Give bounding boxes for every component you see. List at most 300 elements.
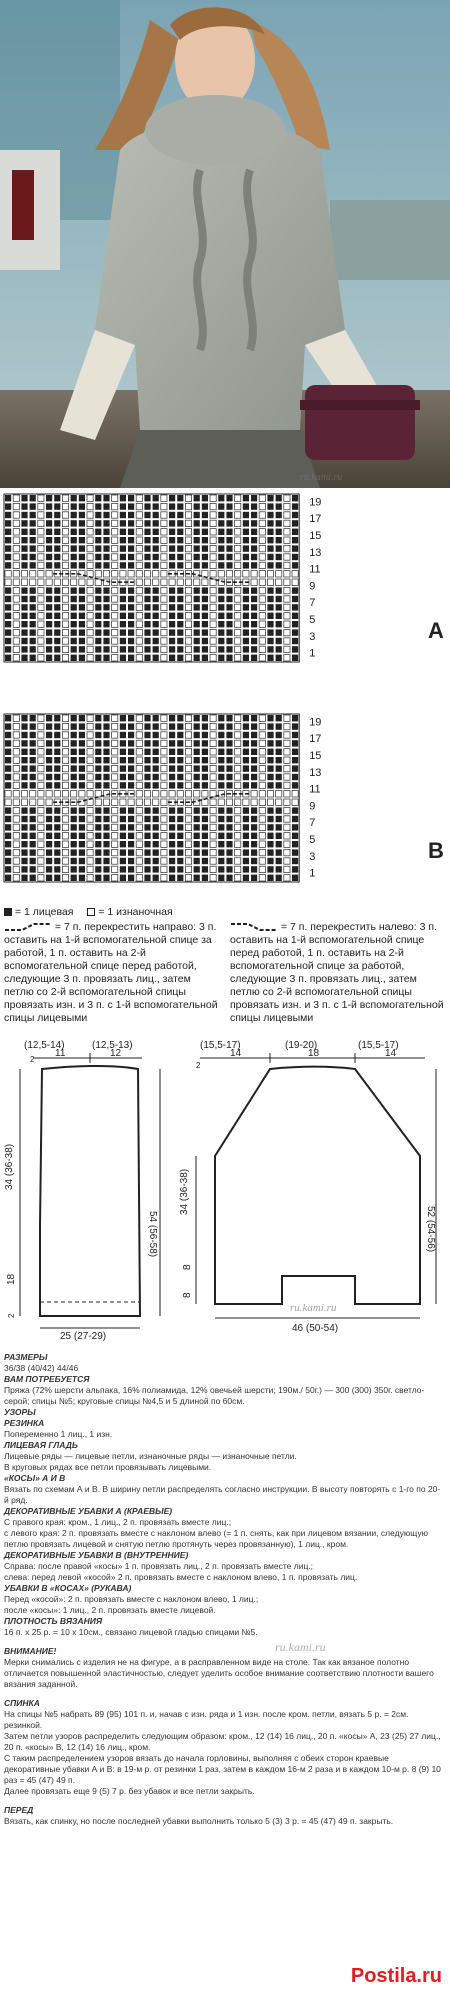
- knit-cell: [243, 629, 249, 635]
- purl-cell: [87, 596, 93, 602]
- purl-cell: [136, 791, 142, 797]
- knit-cell: [5, 757, 11, 763]
- purl-cell: [71, 579, 77, 585]
- knit-cell: [177, 587, 183, 593]
- knit-cell: [267, 503, 273, 509]
- purl-cell: [136, 495, 142, 501]
- knit-cell: [54, 554, 60, 560]
- right-schematic: [179, 1040, 436, 1334]
- purl-cell: [87, 545, 93, 551]
- purl-cell: [30, 791, 36, 797]
- knit-cell: [103, 841, 109, 847]
- purl-cell: [210, 621, 216, 627]
- knit-cell: [218, 807, 224, 813]
- purl-cell: [210, 537, 216, 543]
- purl-cell: [112, 833, 118, 839]
- knit-cell: [202, 849, 208, 855]
- knit-cell: [5, 520, 11, 526]
- knit-cell: [202, 723, 208, 729]
- knit-cell: [120, 596, 126, 602]
- purl-cell: [161, 512, 167, 518]
- purl-cell: [185, 774, 191, 780]
- purl-cell: [112, 866, 118, 872]
- purl-cell: [13, 554, 19, 560]
- knit-cell: [128, 503, 134, 509]
- purl-cell: [235, 587, 241, 593]
- left-bottom: 25 (27-29): [60, 1331, 107, 1342]
- purl-cell: [161, 807, 167, 813]
- purl-cell: [185, 732, 191, 738]
- knit-cell: [95, 537, 101, 543]
- knit-cell: [30, 858, 36, 864]
- knit-cell: [267, 849, 273, 855]
- text-watermark: ru.kami.ru: [275, 1640, 326, 1654]
- knit-cell: [128, 875, 134, 881]
- knit-cell: [79, 723, 85, 729]
- knit-cell: [267, 807, 273, 813]
- knit-cell: [251, 604, 257, 610]
- knit-cell: [243, 866, 249, 872]
- knit-cell: [95, 833, 101, 839]
- purl-cell: [161, 875, 167, 881]
- knit-cell: [267, 604, 273, 610]
- knit-cell: [202, 554, 208, 560]
- knit-cell: [54, 503, 60, 509]
- knit-symbol-icon: [4, 908, 12, 916]
- section-heading: ПЕРЕД: [4, 1805, 34, 1815]
- knit-cell: [243, 655, 249, 661]
- instruction-line: Далее провязать еще 9 (5) 7 р. без убавок и все петли закрыть.: [4, 1786, 255, 1796]
- knit-cell: [292, 833, 298, 839]
- purl-cell: [21, 571, 27, 577]
- purl-cell: [202, 791, 208, 797]
- knit-cell: [194, 529, 200, 535]
- purl-cell: [144, 791, 150, 797]
- knit-cell: [251, 495, 257, 501]
- knit-cell: [30, 646, 36, 652]
- purl-cell: [38, 529, 44, 535]
- knit-cell: [30, 723, 36, 729]
- knit-cell: [251, 816, 257, 822]
- purl-cell: [292, 579, 298, 585]
- knit-cell: [144, 503, 150, 509]
- knit-cell: [95, 562, 101, 568]
- purl-cell: [112, 537, 118, 543]
- purl-cell: [259, 638, 265, 644]
- knit-cell: [144, 858, 150, 864]
- knit-cell: [54, 529, 60, 535]
- purl-cell: [210, 749, 216, 755]
- purl-cell: [112, 749, 118, 755]
- purl-cell: [136, 740, 142, 746]
- knit-cell: [120, 723, 126, 729]
- instruction-line: Справа: после правой «косы» 1 п. провязать лиц., 2 п. провязать вместе лиц.;: [4, 1561, 314, 1571]
- knit-cell: [177, 749, 183, 755]
- purl-cell: [38, 596, 44, 602]
- knit-cell: [5, 503, 11, 509]
- purl-cell: [136, 587, 142, 593]
- purl-cell: [210, 866, 216, 872]
- knit-cell: [144, 587, 150, 593]
- knit-cell: [177, 655, 183, 661]
- knit-cell: [71, 740, 77, 746]
- knit-cell: [128, 807, 134, 813]
- knit-cell: [267, 774, 273, 780]
- knit-cell: [153, 816, 159, 822]
- knit-cell: [5, 587, 11, 593]
- knit-cell: [267, 629, 273, 635]
- knit-cell: [194, 875, 200, 881]
- knit-cell: [128, 537, 134, 543]
- knit-cell: [243, 824, 249, 830]
- knit-cell: [30, 638, 36, 644]
- purl-cell: [185, 503, 191, 509]
- knit-cell: [71, 629, 77, 635]
- purl-cell: [284, 621, 290, 627]
- purl-cell: [38, 638, 44, 644]
- purl-cell: [62, 824, 68, 830]
- knit-cell: [169, 866, 175, 872]
- purl-cell: [87, 749, 93, 755]
- knit-cell: [128, 774, 134, 780]
- knit-cell: [79, 529, 85, 535]
- knit-cell: [95, 545, 101, 551]
- knit-cell: [103, 613, 109, 619]
- knit-cell: [202, 646, 208, 652]
- purl-cell: [38, 782, 44, 788]
- knit-cell: [54, 824, 60, 830]
- purl-cell: [210, 732, 216, 738]
- knit-cell: [21, 774, 27, 780]
- purl-cell: [13, 520, 19, 526]
- knit-cell: [21, 646, 27, 652]
- knit-cell: [54, 833, 60, 839]
- purl-cell: [185, 545, 191, 551]
- knit-cell: [71, 495, 77, 501]
- knit-cell: [46, 849, 52, 855]
- purl-cell: [136, 554, 142, 560]
- purl-cell: [276, 579, 282, 585]
- knit-cell: [267, 816, 273, 822]
- purl-cell: [62, 807, 68, 813]
- knit-cell: [218, 858, 224, 864]
- purl-cell: [112, 520, 118, 526]
- purl-cell: [87, 604, 93, 610]
- knit-cell: [194, 520, 200, 526]
- knit-cell: [30, 562, 36, 568]
- purl-cell: [185, 765, 191, 771]
- instruction-line: С правого края: кром., 1 лиц., 2 п. провязать вместе лиц.;: [4, 1517, 232, 1527]
- knit-cell: [226, 816, 232, 822]
- knit-cell: [243, 732, 249, 738]
- purl-cell: [38, 520, 44, 526]
- purl-cell: [13, 604, 19, 610]
- cross-left-title: = 7 п. перекрестить: [280, 921, 376, 933]
- knit-cell: [276, 638, 282, 644]
- knit-cell: [177, 512, 183, 518]
- purl-cell: [153, 571, 159, 577]
- knit-cell: [292, 545, 298, 551]
- knit-cell: [202, 866, 208, 872]
- purl-cell: [87, 613, 93, 619]
- purl-cell: [161, 824, 167, 830]
- purl-cell: [120, 571, 126, 577]
- purl-cell: [161, 774, 167, 780]
- knit-cell: [21, 562, 27, 568]
- knit-cell: [21, 723, 27, 729]
- purl-cell: [259, 866, 265, 872]
- knit-cell: [202, 765, 208, 771]
- knit-cell: [153, 655, 159, 661]
- purl-cell: [161, 791, 167, 797]
- knit-cell: [202, 596, 208, 602]
- left-h1: 34 (36-38): [4, 1143, 15, 1190]
- knit-cell: [267, 495, 273, 501]
- purl-cell: [13, 503, 19, 509]
- knit-cell: [194, 749, 200, 755]
- purl-cell: [5, 791, 11, 797]
- knit-cell: [169, 604, 175, 610]
- knit-cell: [243, 816, 249, 822]
- knit-cell: [95, 875, 101, 881]
- purl-cell: [185, 537, 191, 543]
- knit-cell: [292, 537, 298, 543]
- knit-cell: [153, 596, 159, 602]
- knit-cell: [218, 816, 224, 822]
- knit-cell: [177, 723, 183, 729]
- knit-cell: [226, 841, 232, 847]
- purl-cell: [46, 571, 52, 577]
- knit-cell: [276, 495, 282, 501]
- knit-cell: [226, 715, 232, 721]
- knit-cell: [194, 545, 200, 551]
- purl-cell: [161, 503, 167, 509]
- knit-cell: [276, 520, 282, 526]
- knit-cell: [218, 732, 224, 738]
- knit-cell: [95, 629, 101, 635]
- knit-cell: [276, 587, 282, 593]
- purl-cell: [87, 723, 93, 729]
- knit-cell: [177, 495, 183, 501]
- knit-cell: [30, 554, 36, 560]
- knit-cell: [5, 833, 11, 839]
- purl-cell: [62, 841, 68, 847]
- knit-cell: [276, 740, 282, 746]
- knit-cell: [95, 596, 101, 602]
- knit-cell: [5, 638, 11, 644]
- left-h-total: 54 (56-58): [147, 1211, 158, 1258]
- knit-cell: [95, 732, 101, 738]
- purl-cell: [284, 571, 290, 577]
- knit-cell: [5, 537, 11, 543]
- knit-cell: [226, 629, 232, 635]
- knit-cell: [153, 774, 159, 780]
- purl-cell: [235, 740, 241, 746]
- knit-cell: [71, 858, 77, 864]
- knit-cell: [177, 841, 183, 847]
- chart-b-frame: [4, 714, 299, 882]
- purl-cell: [112, 638, 118, 644]
- knit-cell: [144, 841, 150, 847]
- section-heading: ДЕКОРАТИВНЫЕ УБАВКИ А (КРАЕВЫЕ): [4, 1506, 173, 1516]
- knit-cell: [202, 537, 208, 543]
- knit-cell: [177, 833, 183, 839]
- knit-cell: [251, 858, 257, 864]
- knit-cell: [202, 833, 208, 839]
- knit-cell: [226, 824, 232, 830]
- purl-cell: [54, 791, 60, 797]
- knit-cell: [292, 782, 298, 788]
- purl-cell: [13, 723, 19, 729]
- purl-cell: [284, 782, 290, 788]
- instruction-line: Пряжа (72% шерсти альпака, 16% полиамида, 12% овечьей шерсти; 190м./ 50г.) — 300 (300) 350г. светло-серой; спицы №5; круговые спицы №4,5 и 5 длиной по 60см.: [4, 1385, 425, 1406]
- purl-cell: [161, 571, 167, 577]
- purl-cell: [87, 757, 93, 763]
- instruction-line: 16 п. х 25 р. = 10 х 10см., связано лицевой гладью спицами №5.: [4, 1627, 258, 1637]
- knit-cell: [226, 520, 232, 526]
- knit-cell: [276, 757, 282, 763]
- purl-cell: [30, 799, 36, 805]
- purl-cell: [185, 621, 191, 627]
- knit-cell: [79, 858, 85, 864]
- purl-cell: [62, 562, 68, 568]
- purl-cell: [87, 799, 93, 805]
- knit-cell: [251, 749, 257, 755]
- right-h3: 8: [182, 1292, 193, 1298]
- purl-cell: [185, 849, 191, 855]
- knit-cell: [292, 824, 298, 830]
- knit-cell: [153, 875, 159, 881]
- knit-cell: [5, 621, 11, 627]
- knit-cell: [71, 621, 77, 627]
- purl-cell: [62, 554, 68, 560]
- purl-cell: [38, 791, 44, 797]
- knit-cell: [120, 512, 126, 518]
- knit-cell: [276, 723, 282, 729]
- knit-cell: [144, 629, 150, 635]
- knit-cell: [128, 604, 134, 610]
- legend-cross-left: [230, 921, 446, 1025]
- purl-cell: [210, 757, 216, 763]
- knit-cell: [243, 757, 249, 763]
- knit-cell: [5, 749, 11, 755]
- purl-cell: [136, 613, 142, 619]
- purl-cell: [284, 765, 290, 771]
- purl-cell: [13, 824, 19, 830]
- knit-cell: [267, 740, 273, 746]
- purl-cell: [136, 545, 142, 551]
- knit-cell: [243, 849, 249, 855]
- purl-cell: [30, 571, 36, 577]
- purl-cell: [87, 774, 93, 780]
- knit-cell: [153, 740, 159, 746]
- purl-cell: [284, 512, 290, 518]
- knit-cell: [120, 655, 126, 661]
- purl-cell: [202, 579, 208, 585]
- purl-cell: [62, 858, 68, 864]
- left-w-a: 11: [55, 1048, 66, 1059]
- knit-cell: [169, 503, 175, 509]
- knit-cell: [30, 782, 36, 788]
- purl-cell: [210, 554, 216, 560]
- knit-cell: [226, 807, 232, 813]
- knit-cell: [71, 749, 77, 755]
- knit-cell: [276, 554, 282, 560]
- knit-cell: [226, 587, 232, 593]
- purl-cell: [259, 629, 265, 635]
- knit-cell: [95, 849, 101, 855]
- purl-cell: [13, 841, 19, 847]
- knit-cell: [292, 520, 298, 526]
- purl-cell: [185, 715, 191, 721]
- purl-cell: [210, 587, 216, 593]
- purl-cell: [185, 587, 191, 593]
- purl-cell: [284, 655, 290, 661]
- knit-cell: [103, 740, 109, 746]
- purl-cell: [112, 849, 118, 855]
- purl-cell: [259, 621, 265, 627]
- knit-cell: [128, 715, 134, 721]
- knit-cell: [95, 749, 101, 755]
- purl-cell: [112, 495, 118, 501]
- purl-cell: [185, 520, 191, 526]
- knit-cell: [169, 757, 175, 763]
- purl-cell: [87, 782, 93, 788]
- purl-cell: [259, 740, 265, 746]
- purl-cell: [267, 791, 273, 797]
- knit-cell: [21, 512, 27, 518]
- section-heading: ВАМ ПОТРЕБУЕТСЯ: [4, 1374, 90, 1384]
- purl-cell: [62, 715, 68, 721]
- knit-cell: [169, 774, 175, 780]
- purl-cell: [161, 732, 167, 738]
- purl-cell: [62, 740, 68, 746]
- knit-cell: [120, 537, 126, 543]
- purl-cell: [226, 571, 232, 577]
- knit-cell: [79, 545, 85, 551]
- knit-cell: [226, 849, 232, 855]
- knit-cell: [71, 715, 77, 721]
- purl-cell: [13, 715, 19, 721]
- right-w-b: 18: [308, 1048, 320, 1059]
- legend-purl-text: = 1 изнаночная: [98, 906, 173, 918]
- purl-cell: [13, 732, 19, 738]
- purl-cell: [87, 529, 93, 535]
- knit-cell: [153, 621, 159, 627]
- instruction-line: слева: перед левой «косой» 2 п. провязать вместе с наклоном влево, 1 п. провязать лиц.: [4, 1572, 358, 1582]
- purl-cell: [284, 587, 290, 593]
- knit-cell: [5, 740, 11, 746]
- knit-cell: [267, 529, 273, 535]
- knit-cell: [128, 866, 134, 872]
- knit-cell: [218, 520, 224, 526]
- purl-cell: [13, 782, 19, 788]
- purl-cell: [210, 520, 216, 526]
- knit-cell: [267, 875, 273, 881]
- purl-cell: [38, 824, 44, 830]
- knit-cell: [79, 512, 85, 518]
- purl-cell: [284, 833, 290, 839]
- instruction-line: Мерки снимались с изделия не на фигуре, а в расправленном виде на столе. Так как вязаное полотно отличается повышенной эластичностью, следует уделить особое внимание соответствию плотности вашего вязания заданной.: [4, 1657, 434, 1689]
- knit-cell: [194, 765, 200, 771]
- purl-cell: [5, 799, 11, 805]
- knit-cell: [54, 841, 60, 847]
- knit-cell: [103, 629, 109, 635]
- knit-cell: [54, 638, 60, 644]
- knit-cell: [21, 545, 27, 551]
- knit-cell: [79, 833, 85, 839]
- knit-cell: [103, 875, 109, 881]
